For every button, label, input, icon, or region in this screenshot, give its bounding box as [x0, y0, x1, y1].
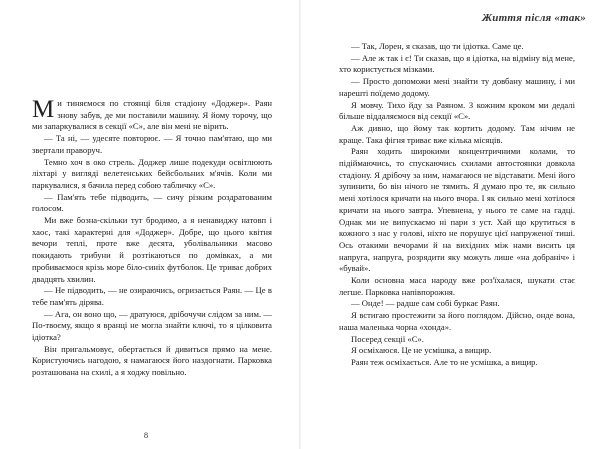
paragraph: Я встигаю простежити за його поглядом. Дійсно, онде вона, наша маленька чорна «хонда». — [339, 310, 575, 332]
paragraph: Ми вже бозна-скільки тут бродимо, а я ненавиджу натовп і хаос, такі характерні для «Доджер». Добре, що цього квітня вечори теплі, проте вже десята, уболівальники масово покидають трибуни й розтікаються по домівках, а ми пробиваємося крізь море біло-синіх футболок. Це триває добрих двадцять хвилин. — [32, 215, 272, 284]
paragraph: — Так, Лорен, я сказав, що ти ідіотка. Саме це. — [351, 41, 524, 51]
page-number: 8 — [143, 430, 149, 440]
paragraph: Раян ходить широкими концентричними колами, то підіймаючись, то спускаючись схилами автостоянки довкола стадіону. Я дрібочу за ним, намагаюся не відставати. Мені його зупинити, бо він нічого не тямить. Я думаю про те, як сильно мені хотілося кричати на нього вчора. І як сильно мені хотілося кричати на нього завтра. Упевнена, у нього те саме на гадці. Однак ми не випускаємо ні пари з уст. Хай що крутиться в кожного з нас у голові, ніхто не порушує цієї напруженої тиші. Ось отакими вечорами й на вихідних між нами висить ця напруга, напруга, розрядити яку можуть лише «на добраніч» і «бувай». — [339, 146, 575, 274]
paragraph: — Не підводить, — не озираючись, огризається Раян. — Це в тебе пам'ять дірява. — [32, 285, 272, 307]
drop-cap: М — [32, 96, 55, 123]
paragraph: Аж дивно, що йому так кортить додому. Там нічим не краще. Така фігня триває вже кілька місяців. — [339, 122, 575, 145]
paragraph: Він пригальмовує, обертається й дивиться прямо на мене. Користуючись нагодою, я намагаюся його наздогнати. Парковка розташована на схилі, а я ходжу повільно. — [32, 343, 272, 378]
left-page-text — [32, 98, 272, 379]
paragraph: Коли основна маса народу вже роз'їхалася, шукати стає легше. Парковка напівпорожня. — [339, 275, 575, 297]
right-page — [301, 0, 600, 449]
paragraph: — Просто допоможи мені знайти ту довбану машину, і ми нарешті поїдемо додому. — [339, 76, 575, 98]
paragraph: Я мовчу. Тихо йду за Раяном. З кожним кроком ми дедалі більше віддаляємося від секції «С». — [339, 99, 575, 122]
left-page — [0, 0, 299, 449]
paragraph: — Та ні, — удесяте повторює. — Я точно пам'ятаю, що ми звертали праворуч. — [32, 133, 272, 155]
paragraph: Я осміхаюся. Це не усмішка, а вищир. — [351, 345, 492, 356]
right-page-text — [339, 41, 575, 369]
opening-text: и тиняємося по стоянці біля стадіону «Доджер». Раян знову забув, де ми поставили машину. Я йому торочу, що ми запаркувалися в секції «С», але він мені не вірить. — [32, 98, 272, 132]
paragraph: — Пам'ять тебе підводить, — сичу різким роздратованим голосом. — [32, 191, 272, 214]
chapter-opening-paragraph — [32, 98, 272, 133]
paragraph: Раян теж осміхається. Але то не усмішка, а вищир. — [351, 356, 538, 367]
paragraph: — Онде! — радше сам собі буркає Раян. — [351, 298, 500, 309]
paragraph: — Але ж так і є! Ти сказав, що я ідіотка, на відміну від мене, хто користується мізками. — [339, 52, 575, 75]
paragraph: Посеред секції «С». — [351, 333, 424, 344]
running-head: Життя після «так» — [481, 12, 586, 24]
paragraph: Темно хоч в око стрель. Доджер лише подекуди освітлюють ліхтарі у вигляді велетенських бейсбольних м'ячів. Коли ми паркувалися, я бачила перед собою табличку «С». — [32, 156, 272, 190]
paragraph: — Ага, он воно що, — дратуюся, дрібочучи слідом за ним. — По-твоєму, якщо я вранці не могла знайти ключі, то я цілковита ідіотка? — [32, 308, 272, 343]
